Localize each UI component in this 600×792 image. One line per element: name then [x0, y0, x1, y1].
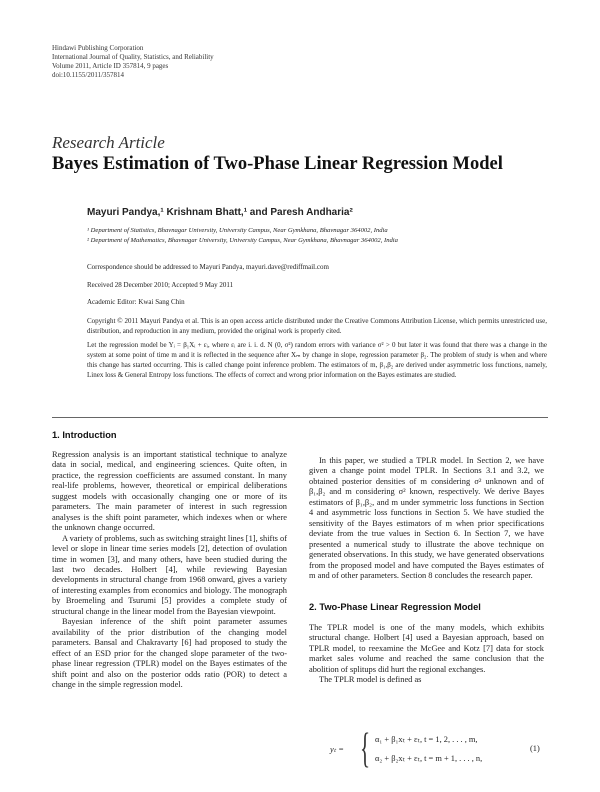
paragraph: Regression analysis is an important statistical technique to analyze data in social, medical, and engineering sciences. Quite often, in practice, the regression coefficients are assumed constant. In many real-life problems, however, theoretical or empirical deliberations suggest models with occasionally changing one or more of its parameters. The main parameter of interest in such regression analyses is the shift point parameter, which indexes when or where the unknown change occurred.	[52, 450, 287, 533]
brace-icon: {	[360, 726, 371, 772]
volume-info: Volume 2011, Article ID 357814, 9 pages	[52, 62, 169, 70]
paragraph: The TPLR model is defined as	[319, 675, 422, 685]
paragraph: A variety of problems, such as switching straight lines [1], shifts of level or slope in linear time series models [2], detection of ovulation time in women [3], and many others, have been studied during the last two decades. Holbert [4], while reviewing Bayesian developments in structural change from 1968 onward, gives a variety of interesting examples from economics and biology. The monograph by Broemeling and Tsurumi [5] provides a complete study of structural change in the linear model from the Bayesian viewpoint.	[52, 533, 287, 616]
equation-1	[330, 726, 550, 772]
journal-name: International Journal of Quality, Statistics, and Reliability	[52, 53, 214, 61]
left-column	[52, 450, 287, 690]
equation-case-2: α₂ + β₂xₜ + εₜ, t = m + 1, . . . , n,	[375, 754, 483, 763]
paper-title: Bayes Estimation of Two-Phase Linear Regression Model	[52, 154, 503, 174]
affiliation-2: ² Department of Mathematics, Bhavnagar University, University Campus, Near Gymkhana, Bhavnagar 364002, India	[87, 237, 398, 244]
correspondence: Correspondence should be addressed to Mayuri Pandya, mayuri.dave@rediffmail.com	[87, 263, 329, 271]
equation-lhs: yₜ =	[330, 745, 344, 754]
doi[interactable]: doi:10.1155/2011/357814	[52, 71, 125, 79]
paragraph: The TPLR model is one of the many models, which exhibits structural change. Holbert [4] used a Bayesian approach, based on TPLR model, to reexamine the McGee and Kotz [7] data for stock market sales volume and reached the same conclusion that the abolition of splitups did hurt the regional exchanges.	[309, 623, 544, 674]
section2-body	[309, 623, 544, 686]
affiliation-1: ¹ Department of Statistics, Bhavnagar University, University Campus, Near Gymkhana, Bhavnagar 364002, India	[87, 227, 388, 234]
equation-number: (1)	[530, 744, 540, 753]
right-column	[309, 456, 544, 581]
section-heading-tplr-model: 2. Two-Phase Linear Regression Model	[309, 602, 481, 612]
dates: Received 28 December 2010; Accepted 9 May 2011	[87, 281, 234, 289]
divider	[52, 417, 548, 418]
abstract: Let the regression model be Yᵢ = β₁Xᵢ + εᵢ, where εᵢ are i. i. d. N (0, σ²) random errors with variance σ² > 0 but later it was found that there was a change in the system at some point of time m and it is reflected in the sequence after Xₘ by change in slope, regression parameter β₂. The problem of study is when and where this change has started occurring. This is called change point inference problem. The estimators of m, β₁,β₂ are derived under asymmetric loss functions, namely, Linex loss & General Entropy loss functions. The effects of correct and wrong prior information on the Bayes estimates are studied.	[87, 341, 547, 379]
affiliations	[87, 226, 547, 246]
authors: Mayuri Pandya,¹ Krishnam Bhatt,¹ and Paresh Andharia²	[87, 207, 353, 218]
equation-case-1: α₁ + β₁xₜ + εₜ, t = 1, 2, . . . , m,	[375, 735, 478, 744]
section-heading-introduction: 1. Introduction	[52, 430, 117, 440]
copyright-notice: Copyright © 2011 Mayuri Pandya et al. This is an open access article distributed under the Creative Commons Attribution License, which permits unrestricted use, distribution, and reproduction in any medium, provided the original work is properly cited.	[87, 317, 547, 335]
academic-editor: Academic Editor: Kwai Sang Chin	[87, 298, 185, 306]
publication-header	[52, 44, 214, 80]
publisher: Hindawi Publishing Corporation	[52, 44, 144, 52]
paragraph: Bayesian inference of the shift point parameter assumes availability of the prior distribution of the changing model parameters. Bansal and Chakravarty [6] had proposed to study the effect of an ESD prior for the changed slope parameter of the two-phase linear regression (TPLR) model on the Bayes estimates of the shift point and also on the posterior odds ratio (POR) to detect a change in the simple regression model.	[52, 617, 287, 689]
article-type: Research Article	[52, 133, 165, 152]
paragraph: In this paper, we studied a TPLR model. In Section 2, we have given a change point model TPLR. In Sections 3.1 and 3.2, we obtained posterior densities of m considering σ² unknown and of β₁,β₂ and m considering σ² known, respectively. We derive Bayes estimators of β₁,β₂, and m under symmetric loss functions in Section 4 and asymmetric loss functions in Section 5. We have studied the sensitivity of the Bayes estimators of m when prior specifications deviate from the true values in Section 6. In Section 7, we have presented a numerical study to illustrate the above technique on generated observations. In this study, we have generated observations from the proposed model and have computed the Bayes estimates of m and of other parameters. Section 8 concludes the research paper.	[309, 456, 544, 580]
